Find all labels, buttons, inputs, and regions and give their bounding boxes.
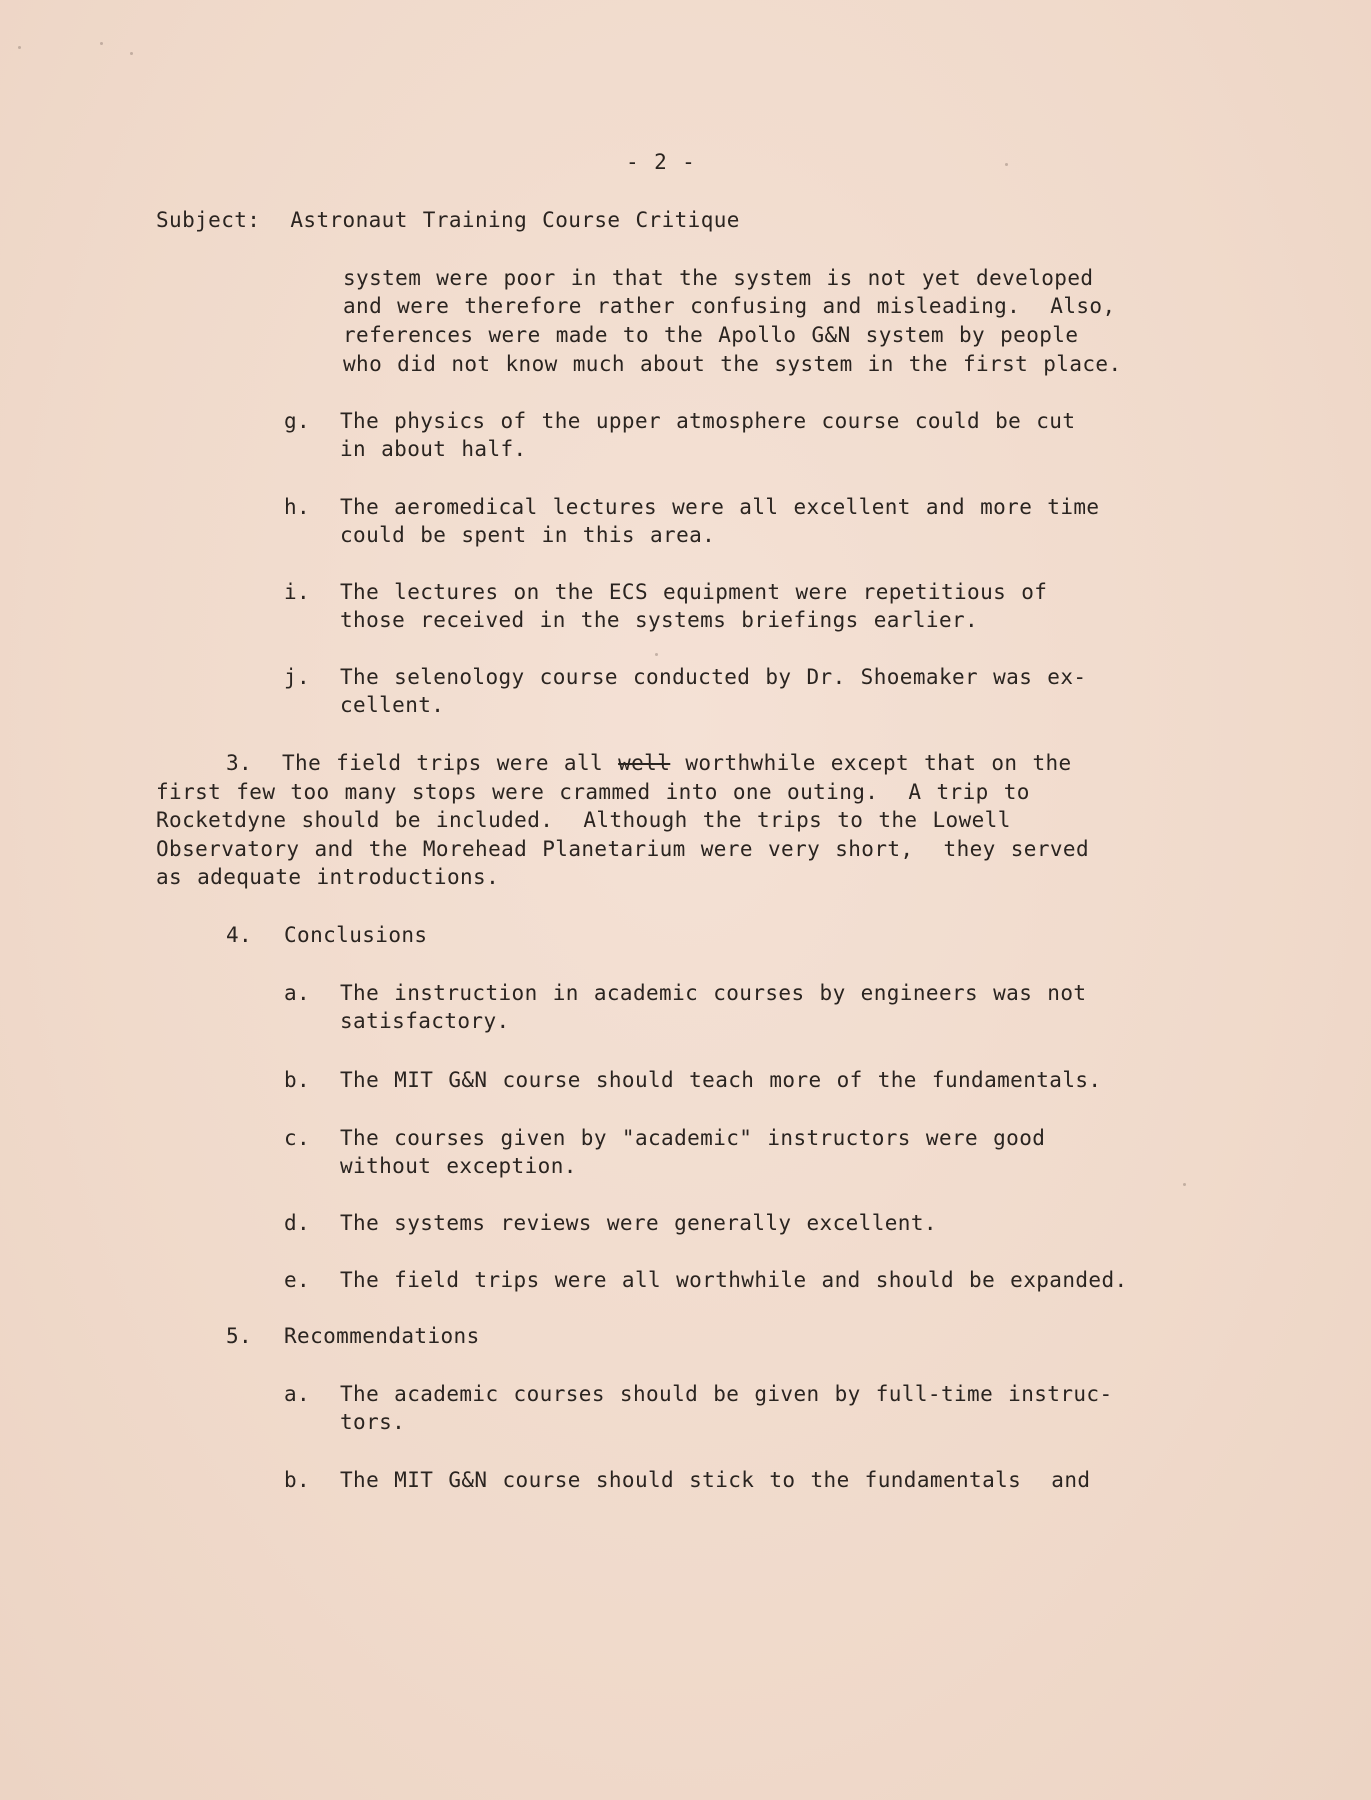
paragraph-3-line: Observatory and the Morehead Planetarium were very short, they served [156,837,1090,861]
item-j-text: The selenology course conducted by Dr. Shoemaker was ex- [340,665,1087,689]
paper-speck [1005,163,1008,166]
paper-speck [130,52,133,55]
paragraph-3-line: Rocketdyne should be included. Although the trips to the Lowell [156,808,1011,832]
paragraph-3-number: 3. [226,751,253,775]
conclusion-d-text: The systems reviews were generally excellent. [340,1211,937,1235]
recommendation-b-text: The MIT G&N course should stick to the fundamentals and [340,1468,1091,1492]
paragraph-3-line: first few too many stops were crammed into one outing. A trip to [156,780,1030,804]
section-4-number: 4. [226,923,253,947]
conclusion-a-text: satisfactory. [340,1009,510,1033]
continuation-line: references were made to the Apollo G&N system by people [343,323,1079,347]
subject-label: Subject: [156,208,261,232]
recommendation-b-letter: b. [284,1468,311,1492]
conclusion-d-letter: d. [284,1211,311,1235]
item-i-text: The lectures on the ECS equipment were repetitious of [340,580,1048,604]
paper-speck [100,42,103,45]
section-5-heading: Recommendations [284,1324,480,1348]
subject-line [156,206,740,234]
conclusion-c-letter: c. [284,1126,311,1150]
recommendation-a-text: The academic courses should be given by full-time instruc- [340,1382,1113,1406]
paragraph-3-text: worthwhile except that on the [685,751,1072,775]
item-i-letter: i. [284,580,311,604]
paper-speck [18,46,21,49]
item-i-text: those received in the systems briefings earlier. [340,608,979,632]
section-5-number: 5. [226,1324,253,1348]
item-j-text: cellent. [340,693,445,717]
conclusion-b-text: The MIT G&N course should teach more of the fundamentals. [340,1068,1102,1092]
conclusion-e-text: The field trips were all worthwhile and should be expanded. [340,1268,1128,1292]
paragraph-3-line: as adequate introductions. [156,865,500,889]
conclusion-b-letter: b. [284,1068,311,1092]
continuation-line: system were poor in that the system is not yet developed [343,266,1094,290]
item-g-letter: g. [284,409,311,433]
continuation-line: and were therefore rather confusing and misleading. Also, [343,294,1116,318]
section-4-heading: Conclusions [284,923,428,947]
struck-word: well [618,751,671,775]
paper-speck [1183,1183,1186,1186]
conclusion-c-text: The courses given by "academic" instructors were good [340,1126,1046,1150]
paragraph-3-first-line [282,749,1072,777]
recommendation-a-text: tors. [340,1410,406,1434]
conclusion-e-letter: e. [284,1268,311,1292]
item-h-text: The aeromedical lectures were all excellent and more time [340,495,1100,519]
conclusion-c-text: without exception. [340,1154,577,1178]
item-g-text: The physics of the upper atmosphere course could be cut [340,409,1076,433]
item-h-text: could be spent in this area. [340,523,716,547]
item-g-text: in about half. [340,437,527,461]
recommendation-a-letter: a. [284,1382,311,1406]
subject-title: Astronaut Training Course Critique [290,208,740,232]
continuation-line: who did not know much about the system in the first place. [343,352,1122,376]
paragraph-3-text: The field trips were all [282,751,604,775]
item-h-letter: h. [284,495,311,519]
paper-speck [655,653,658,656]
page-number: - 2 - [626,150,696,174]
conclusion-a-letter: a. [284,981,311,1005]
item-j-letter: j. [284,665,311,689]
conclusion-a-text: The instruction in academic courses by engineers was not [340,981,1087,1005]
